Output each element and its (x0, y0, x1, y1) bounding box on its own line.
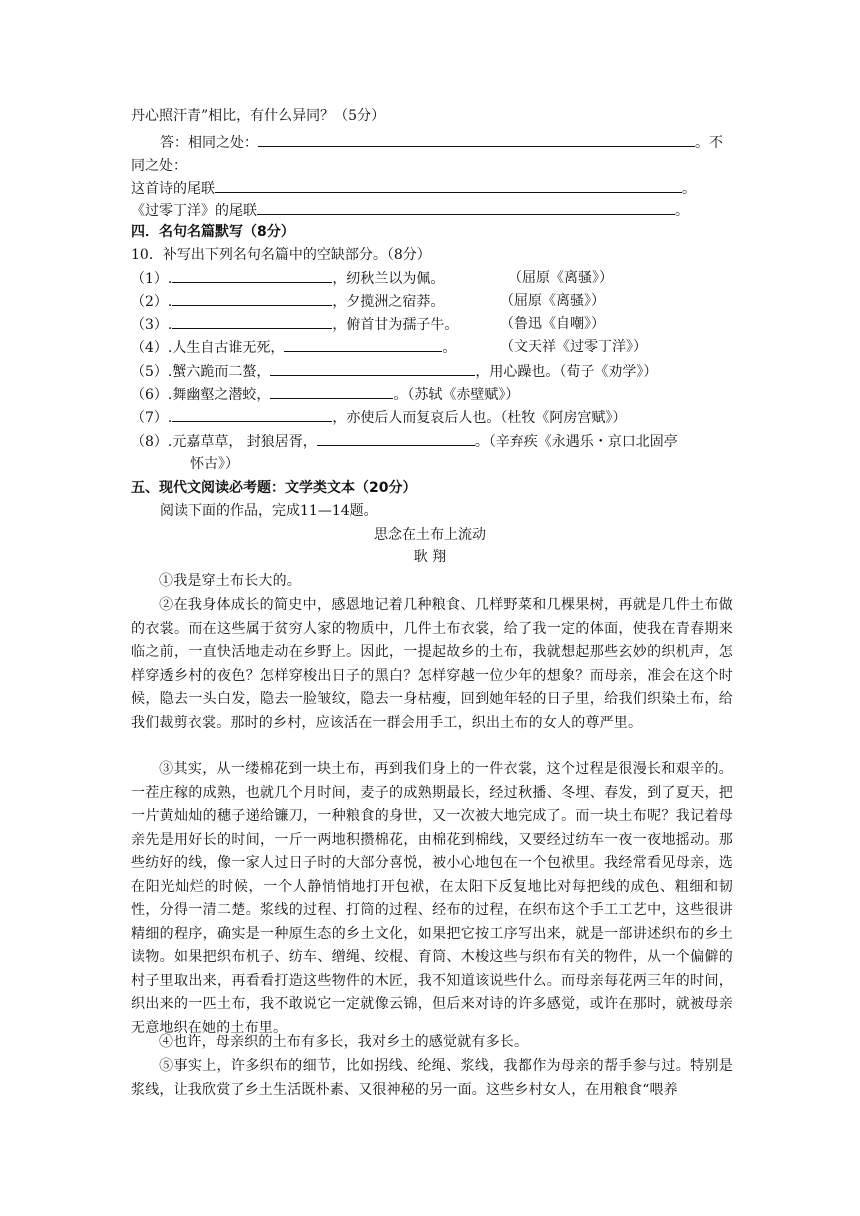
article-paragraph-5 (131, 1055, 733, 1102)
fill-item-1-blank[interactable] (172, 268, 332, 283)
fill-item-3-text: ，俯首甘为孺子牛。 (332, 317, 459, 333)
fill-item-6-end: 。（苏轼《赤壁赋》） (393, 387, 520, 403)
answer-this-poem-line (131, 178, 696, 199)
answer-this-poem-blank[interactable] (215, 178, 682, 193)
fill-item-4-text: 人生自古谁无死， (172, 340, 285, 356)
answer-other-poem-label: 《过零丁洋》的尾联 (131, 203, 257, 219)
fill-item-6-text: 舞幽壑之潜蛟， (172, 387, 271, 403)
fill-item-5 (131, 361, 657, 382)
paragraph-4-text: ④也许，母亲织的土布有多长，我对乡土的感觉就有多长。 (159, 1034, 529, 1050)
paragraph-3-text: ③其实，从一缕棉花到一块土布，再到我们身上的一件衣裳，这个过程是很漫长和艰辛的。一茬庄稼的成熟，也就几个月时间，麦子的成熟期最长，经过秋播、冬埋、春发，到了夏天，把一片黄灿灿的穗子递给镰刀，一种粮食的身世，又一次被大地完成了。而一块土布呢？我记着母亲先是用好长的时间，一斤一两地积攒棉花，由棉花到棉线，又要经过纺车一夜一夜地摇动。那些纺好的线，像一家人过日子时的大部分喜悦，被小心地包在一个包袱里。我经常看见母亲，选在阳光灿烂的时候，一个人静悄悄地打开包袱，在太阳下反复地比对每把线的成色、粗细和韧性，分得一清二楚。浆线的过程、打筒的过程、经布的过程，在织布这个手工工艺中，这些很讲精细的程序，确实是一种原生态的乡土文化，如果把它按工序写出来，就是一部讲述织布的乡土读物。如果把织布机子、纺车、缯绳、绞棍、育筒、木梭这些与织布有关的物件，从一个偏僻的村子里取出来，再看看打造这些物件的木匠，我不知道该说些什么。而母亲每花两三年的时间，织出来的一匹土布，我不敢说它一定就像云锦，但后来对诗的许多感觉，或许在那时，就被母亲无意地织在她的土布里。 (131, 761, 733, 1036)
fill-item-4-source: （文天祥《过零丁洋》） (500, 339, 647, 355)
fill-item-8-number: （8）. (131, 434, 173, 450)
section-5-heading: 五、现代文阅读必考题：文学类文本（20分） (131, 480, 417, 496)
paragraph-1-text: ①我是穿土布长大的。 (159, 573, 301, 589)
fill-item-3-blank[interactable] (172, 314, 332, 329)
answer-this-poem-label: 这首诗的尾联 (131, 181, 215, 197)
fill-item-1-source: （屈原《离骚》） (508, 270, 613, 286)
answer-other-poem-line (131, 200, 689, 221)
fill-item-4-end: 。 (442, 340, 457, 356)
question-9-continuation: 丹心照汗青”相比，有什么异同？（5分） (131, 108, 386, 124)
fill-item-7-blank[interactable] (172, 407, 332, 422)
fill-item-1 (131, 268, 444, 289)
fill-item-3-number: （3）. (131, 317, 173, 333)
fill-item-5-text: 蟹六跪而二螯， (172, 364, 271, 380)
fill-item-6 (131, 384, 519, 405)
fill-item-4 (131, 337, 456, 358)
section-4-heading: 四．名句名篇默写（8分） (131, 224, 295, 240)
fill-item-2-source: （屈原《离骚》） (500, 293, 605, 309)
fill-item-8-blank[interactable] (317, 431, 475, 446)
answer-this-poem-end: 。 (682, 181, 696, 197)
question-10-prompt: 10．补写出下列名句名篇中的空缺部分。（8分） (131, 247, 431, 263)
article-paragraph-4 (131, 1031, 733, 1055)
fill-item-3 (131, 314, 458, 335)
fill-item-5-blank[interactable] (270, 361, 475, 376)
fill-item-5-end: ，用心躁也。（荀子《劝学》） (475, 364, 658, 380)
fill-item-7-text: ，亦使后人而复哀后人也。（杜牧《阿房宫赋》） (332, 410, 627, 426)
fill-item-6-blank[interactable] (270, 384, 393, 399)
section-5-instruction: 阅读下面的作品，完成11—14题。 (160, 503, 378, 519)
paragraph-2-text: ②在我身体成长的简史中，感恩地记着几种粮食、几样野菜和几棵果树，再就是几件土布做的衣裳。而在这些属于贫穷人家的物质中，几件土布衣裳，给了我一定的体面，使我在青春期来临之前，一直快活地走动在乡野上。因此，一提起故乡的土布，我就想起那些玄妙的织机声，怎样穿透乡村的夜色？怎样穿梭出日子的黑白？怎样穿越一位少年的想象？而母亲，准会在这个时候，隐去一头白发，隐去一脸皱纹，隐去一身枯瘦，回到她年轻的日子里，给我们织染土布，给我们裁剪衣裳。那时的乡村，应该活在一群会用手工，织出土布的女人的尊严里。 (131, 597, 733, 731)
answer-diff-label: 同之处： (131, 158, 187, 174)
fill-item-1-number: （1）. (131, 271, 173, 287)
fill-item-6-number: （6）. (131, 387, 173, 403)
answer-other-poem-blank[interactable] (257, 200, 675, 215)
fill-item-8-end: 。（辛弃疾《永遇乐・京口北固亭 (474, 434, 678, 450)
article-paragraph-3 (131, 758, 733, 1040)
fill-item-8-text: 元嘉草草， 封狼居胥， (172, 434, 317, 450)
answer-same-label: 答：相同之处： (160, 135, 258, 151)
fill-item-7-number: （7）. (131, 410, 173, 426)
article-title: 思念在土布上流动 (374, 527, 486, 543)
fill-item-3-source: （鲁迅《自嘲》） (500, 316, 605, 332)
fill-item-4-number: （4）. (131, 340, 173, 356)
fill-item-2-blank[interactable] (172, 291, 332, 306)
article-paragraph-2 (131, 594, 733, 735)
article-author: 耿 翔 (413, 549, 447, 565)
fill-item-8 (131, 431, 678, 452)
fill-item-2-number: （2）. (131, 294, 173, 310)
fill-item-1-text: ，纫秋兰以为佩。 (332, 271, 445, 287)
answer-same-end: 。不 (695, 135, 723, 151)
answer-other-poem-end: 。 (675, 203, 689, 219)
fill-item-2 (131, 291, 444, 312)
answer-same-blank[interactable] (258, 132, 695, 147)
fill-item-5-number: （5）. (131, 364, 173, 380)
answer-same-line (160, 132, 723, 153)
fill-item-4-blank[interactable] (284, 337, 442, 352)
fill-item-8-source-cont: 怀古》） (190, 456, 239, 472)
fill-item-2-text: ，夕揽洲之宿莽。 (332, 294, 445, 310)
article-paragraph-1 (131, 570, 733, 594)
paragraph-5-text: ⑤事实上，许多织布的细节，比如拐线、纶绳、浆线，我都作为母亲的帮手参与过。特别是浆线，让我欣赏了乡土生活既朴素、又很神秘的另一面。这些乡村女人，在用粮食“喂养 (131, 1058, 733, 1098)
fill-item-7 (131, 407, 626, 428)
